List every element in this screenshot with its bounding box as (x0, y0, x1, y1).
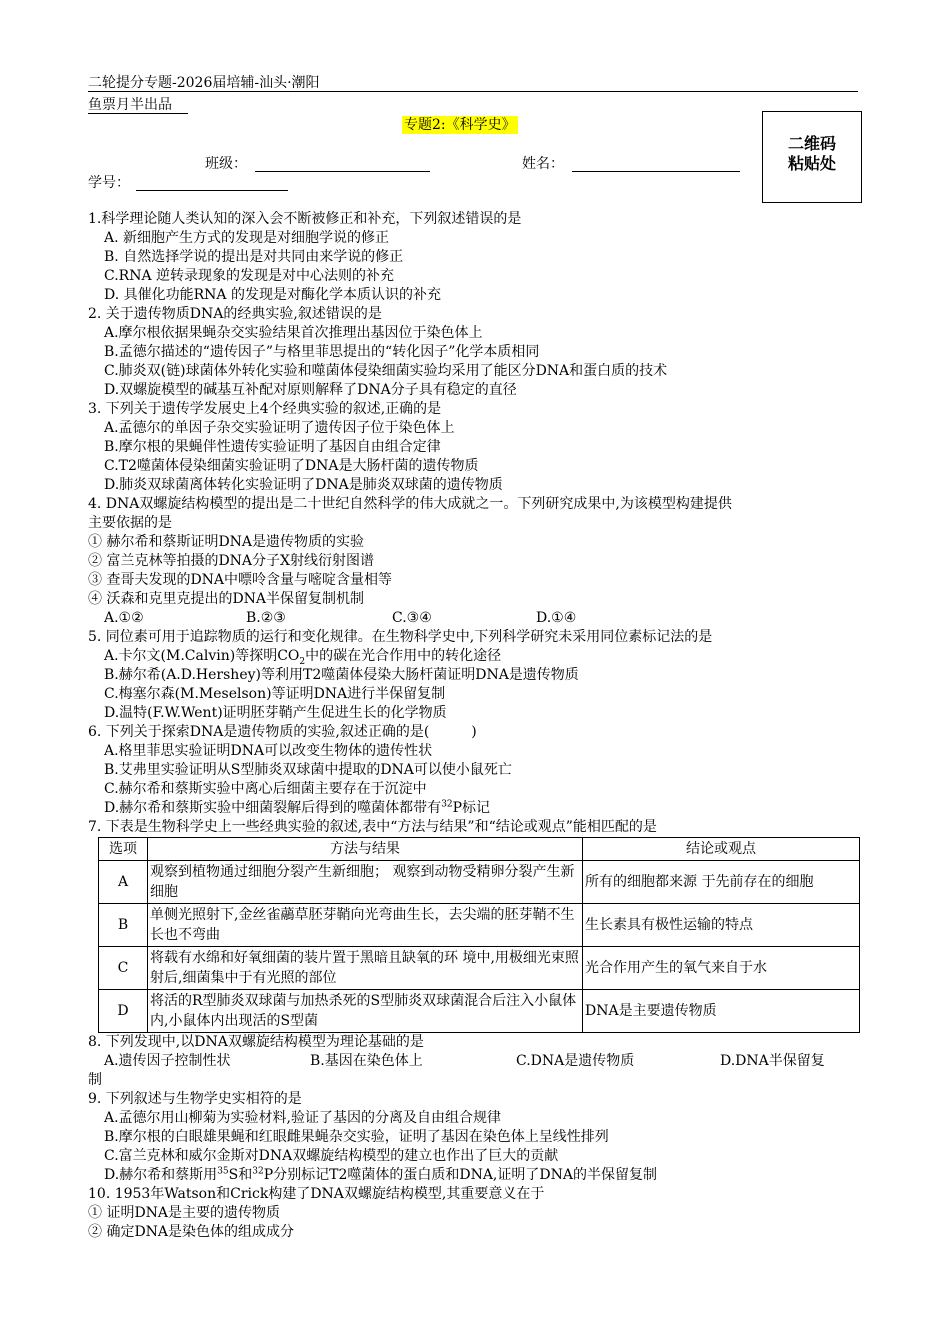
q7-table (98, 837, 860, 1033)
question-10 (88, 1185, 863, 1242)
q4-item-2: ② 富兰克林等拍摄的DNA分子X射线衍射图谱 (88, 553, 375, 569)
q7-row-conclusion: DNA是主要遗传物质 (583, 990, 860, 1033)
name-label: 姓名： (522, 156, 564, 172)
q9-option-d (88, 1166, 863, 1185)
q7-header-method: 方法与结果 (148, 838, 583, 861)
q4-item-4: ④ 沃森和克里克提出的DNA半保留复制机制 (88, 591, 365, 607)
q2-option-d: D.双螺旋模型的碱基互补配对原则解释了DNA分子具有稳定的直径 (104, 382, 517, 398)
q7-stem: 7. 下表是生物科学史上一些经典实验的叙述,表中“方法与结果”和“结论或观点”能相匹配的是 (88, 819, 657, 835)
q5-option-a (88, 647, 863, 666)
table-row (99, 990, 860, 1033)
q2-option-a: A.摩尔根依据果蝇杂交实验结果首次推理出基因位于染色体上 (104, 325, 483, 341)
q4-item-1: ① 赫尔希和蔡斯证明DNA是遗传物质的实验 (88, 534, 365, 550)
q9-option-d-text: D.赫尔希和蔡斯用 (104, 1167, 218, 1183)
q7-row-method: 观察到植物通过细胞分裂产生新细胞； 观察到动物受精卵分裂产生新细胞 (148, 861, 583, 904)
q8-options (88, 1052, 863, 1071)
table-row (99, 947, 860, 990)
q8-option-d-continued: 制 (88, 1072, 102, 1088)
q4-stem-line1: 4. DNA双螺旋结构模型的提出是二十世纪自然科学的伟大成就之一。下列研究成果中,为该模型构建提供 (88, 496, 732, 512)
q10-stem: 10. 1953年Watson和Crick构建了DNA双螺旋结构模型,其重要意义在于 (88, 1186, 545, 1202)
q4-stem-line2: 主要依据的是 (88, 515, 172, 531)
q6-option-a: A.格里菲思实验证明DNA可以改变生物体的遗传性状 (104, 743, 433, 759)
q8-stem: 8. 下列发现中,以DNA双螺旋结构模型为理论基础的是 (88, 1034, 424, 1050)
q7-row-option: C (99, 947, 148, 990)
q2-option-c: C.肺炎双(链)球菌体外转化实验和噬菌体侵染细菌实验均采用了能区分DNA和蛋白质的技术 (104, 363, 668, 379)
q7-table-header (99, 838, 860, 861)
q2-option-b: B.孟德尔描述的“遗传因子”与格里菲思提出的“转化因子”化学本质相同 (104, 344, 540, 360)
q4-option-c: C.③④ (392, 610, 432, 626)
question-8 (88, 1033, 863, 1090)
table-row (99, 861, 860, 904)
q2-stem: 2. 关于遗传物质DNA的经典实验,叙述错误的是 (88, 306, 382, 322)
q1-stem: 1.科学理论随人类认知的深入会不断被修正和补充，下列叙述错误的是 (88, 211, 522, 227)
q7-row-method: 将载有水绵和好氧细菌的装片置于黑暗且缺氧的环 境中,用极细光束照射后,细菌集中于有光照的部位 (148, 947, 583, 990)
q6-stem: 6. 下列关于探索DNA是遗传物质的实验,叙述正确的是( ) (88, 724, 477, 740)
q5-option-b: B.赫尔希(A.D.Hershey)等利用T2噬菌体侵染大肠杆菌证明DNA是遗传物质 (104, 667, 579, 683)
q3-option-a: A.孟德尔的单因子杂交实验证明了遗传因子位于染色体上 (104, 420, 455, 436)
q9-option-d-text-end: P分别标记T2噬菌体的蛋白质和DNA,证明了DNA的半保留复制 (263, 1167, 657, 1183)
q3-option-d: D.肺炎双球菌离体转化实验证明了DNA是肺炎双球菌的遗传物质 (104, 477, 503, 493)
q9-option-d-superscript-2: 32 (252, 1166, 264, 1177)
q9-stem: 9. 下列叙述与生物学史实相符的是 (88, 1091, 302, 1107)
q6-option-b: B.艾弗里实验证明从S型肺炎双球菌中提取的DNA可以使小鼠死亡 (104, 762, 512, 778)
q1-option-c: C.RNA 逆转录现象的发现是对中心法则的补充 (104, 268, 395, 284)
q5-option-d: D.温特(F.W.Went)证明胚芽鞘产生促进生长的化学物质 (104, 705, 447, 721)
q7-row-conclusion: 生长素具有极性运输的特点 (583, 904, 860, 947)
q8-option-d: D.DNA半保留复 (720, 1053, 825, 1069)
question-7 (88, 818, 863, 1033)
q5-option-a-text-end: 中的碳在光合作用中的转化途径 (305, 648, 502, 664)
q3-stem: 3. 下列关于遗传学发展史上4个经典实验的叙述,正确的是 (88, 401, 442, 417)
class-label: 班级： (205, 156, 247, 172)
header-divider (88, 91, 858, 92)
q4-item-3: ③ 查哥夫发现的DNA中嘌呤含量与嘧啶含量相等 (88, 572, 393, 588)
header-line2: 鱼票月半出品 (88, 97, 172, 113)
q5-option-a-text: A.卡尔文(M.Calvin)等探明CO (104, 648, 300, 664)
questions-body (88, 210, 863, 1242)
question-1 (88, 210, 863, 305)
q4-options (88, 609, 863, 628)
question-9 (88, 1090, 863, 1185)
class-field[interactable] (255, 171, 430, 172)
table-row (99, 904, 860, 947)
id-label: 学号： (88, 175, 130, 191)
q7-row-conclusion: 所有的细胞都来源 于先前存在的细胞 (583, 861, 860, 904)
qr-code-placeholder (762, 111, 862, 203)
q6-option-d-text: D.赫尔希和蔡斯实验中细菌裂解后得到的噬菌体都带有 (104, 800, 442, 816)
q6-option-c: C.赫尔希和蔡斯实验中离心后细菌主要存在于沉淀中 (104, 781, 427, 797)
q7-row-option: D (99, 990, 148, 1033)
q6-option-d-text-end: P标记 (452, 800, 491, 816)
q8-option-b: B.基因在染色体上 (310, 1053, 423, 1069)
qr-label-line1: 二维码 (787, 134, 836, 153)
question-6 (88, 723, 863, 818)
q7-header-conclusion: 结论或观点 (583, 838, 860, 861)
q5-stem: 5. 同位素可用于追踪物质的运行和变化规律。在生物科学史中,下列科学研究未采用同位素标记法的是 (88, 629, 713, 645)
q3-option-c: C.T2噬菌体侵染细菌实验证明了DNA是大肠杆菌的遗传物质 (104, 458, 479, 474)
q1-option-a: A. 新细胞产生方式的发现是对细胞学说的修正 (104, 230, 390, 246)
q7-row-option: B (99, 904, 148, 947)
q7-row-method: 将活的R型肺炎双球菌与加热杀死的S型肺炎双球菌混合后注入小鼠体内,小鼠体内出现活的S型菌 (148, 990, 583, 1033)
q6-option-d-superscript: 32 (441, 799, 453, 810)
qr-label-line2: 粘贴处 (787, 154, 836, 173)
q5-option-c: C.梅塞尔森(M.Meselson)等证明DNA进行半保留复制 (104, 686, 446, 702)
q4-option-d: D.①④ (536, 610, 577, 626)
q1-option-d: D. 具催化功能RNA 的发现是对酶化学本质认识的补充 (104, 287, 441, 303)
q4-option-b: B.②③ (246, 610, 286, 626)
q9-option-a: A.孟德尔用山柳菊为实验材料,验证了基因的分离及自由组合规律 (104, 1110, 502, 1126)
header-line1: 二轮提分专题-2026届培辅-汕头·潮阳 (88, 75, 320, 91)
q4-option-a: A.①② (104, 610, 144, 626)
question-3 (88, 400, 863, 495)
q9-option-b: B.摩尔根的白眼雄果蝇和红眼雌果蝇杂交实验，证明了基因在染色体上呈线性排列 (104, 1129, 609, 1145)
q5-option-a-subscript: 2 (299, 656, 306, 667)
q10-item-1: ① 证明DNA是主要的遗传物质 (88, 1205, 281, 1221)
q1-option-b: B. 自然选择学说的提出是对共同由来学说的修正 (104, 249, 404, 265)
page-title: 专题2:《科学史》 (404, 117, 516, 133)
question-2 (88, 305, 863, 400)
q7-row-option: A (99, 861, 148, 904)
q6-option-d (88, 799, 863, 818)
q9-option-d-text-mid: S和 (228, 1167, 253, 1183)
q10-item-2: ② 确定DNA是染色体的组成成分 (88, 1224, 295, 1240)
q8-option-c: C.DNA是遗传物质 (516, 1053, 635, 1069)
header-underline (88, 113, 188, 114)
q7-header-option: 选项 (99, 838, 148, 861)
q3-option-b: B.摩尔根的果蝇伴性遗传实验证明了基因自由组合定律 (104, 439, 441, 455)
q7-row-conclusion: 光合作用产生的氧气来自于水 (583, 947, 860, 990)
q8-option-a: A.遗传因子控制性状 (104, 1053, 231, 1069)
q9-option-d-superscript-1: 35 (217, 1166, 229, 1177)
question-4 (88, 495, 863, 628)
q7-row-method: 单侧光照射下,金丝雀虉草胚芽鞘向光弯曲生长，去尖端的胚芽鞘不生长也不弯曲 (148, 904, 583, 947)
q9-option-c: C.富兰克林和威尔金斯对DNA双螺旋结构模型的建立也作出了巨大的贡献 (104, 1148, 559, 1164)
id-field[interactable] (136, 190, 288, 191)
name-field[interactable] (572, 171, 740, 172)
question-5 (88, 628, 863, 723)
